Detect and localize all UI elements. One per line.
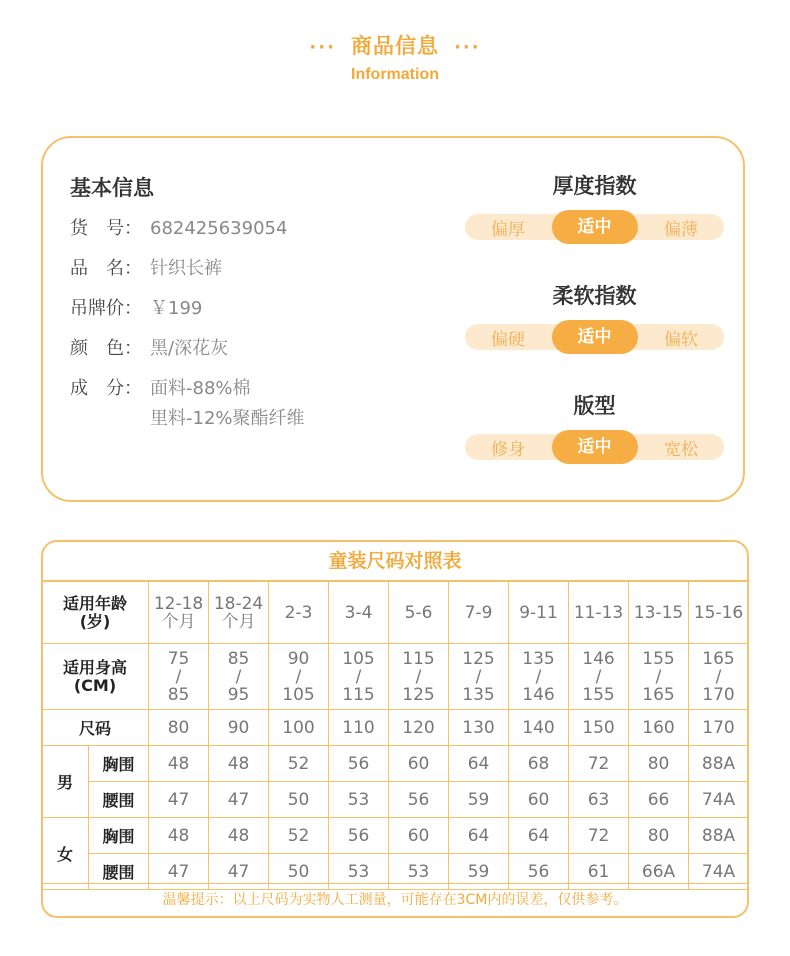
size-note: 温馨提示：以上尺码为实物人工测量，可能存在3CM内的误差，仅供参考。: [43, 883, 747, 916]
measure-label: 胸围: [89, 746, 149, 782]
cell-line: 75: [167, 648, 190, 669]
size-cell: 90: [209, 710, 269, 746]
height-row: [42, 644, 749, 710]
index-option: 适中: [552, 430, 638, 464]
height-cell: [209, 644, 269, 710]
measure-cell: 48: [209, 746, 269, 782]
measure-label: 胸围: [89, 818, 149, 854]
age-cell: [149, 582, 209, 644]
info-value-line: ￥199: [150, 298, 203, 319]
cell-line: 95: [227, 684, 250, 705]
age-cell: [209, 582, 269, 644]
height-cell: [149, 644, 209, 710]
gender-label: 女: [42, 818, 89, 890]
info-card: [41, 136, 745, 502]
measure-cell: 47: [209, 854, 269, 890]
measure-cell: 80: [629, 746, 689, 782]
size-cell: 110: [329, 710, 389, 746]
cell-line: 18-24: [213, 593, 264, 614]
info-value-line: 682425639054: [150, 218, 288, 239]
info-value: [150, 374, 305, 434]
size-cell: 100: [269, 710, 329, 746]
cell-line: 7-9: [464, 602, 493, 623]
gender-label: 男: [42, 746, 89, 818]
cell-line: 170: [702, 684, 735, 705]
height-cell: [569, 644, 629, 710]
measure-cell: 60: [389, 818, 449, 854]
index-scale: [465, 434, 724, 460]
measure-row: [42, 818, 749, 854]
cell-line: (岁): [79, 611, 111, 631]
measure-row: [42, 746, 749, 782]
height-cell: [689, 644, 749, 710]
cell-line: 155: [642, 648, 675, 669]
measure-cell: 56: [509, 854, 569, 890]
age-cell: [389, 582, 449, 644]
measure-cell: 60: [389, 746, 449, 782]
size-cell: 170: [689, 710, 749, 746]
age-cell: [269, 582, 329, 644]
measure-cell: 61: [569, 854, 629, 890]
cell-line: 个月: [221, 611, 256, 632]
cell-line: /: [175, 666, 182, 687]
age-cell: [449, 582, 509, 644]
cell-line: 125: [402, 684, 435, 705]
measure-cell: 56: [389, 782, 449, 818]
info-label: 成 分：: [70, 378, 142, 399]
info-value-line: 黑/深花灰: [150, 338, 229, 359]
measure-cell: 59: [449, 782, 509, 818]
cell-line: 90: [287, 648, 310, 669]
age-cell: [329, 582, 389, 644]
info-value-line: 里料-12%聚酯纤维: [150, 408, 305, 429]
age-cell: [629, 582, 689, 644]
index-option: 偏厚: [491, 219, 525, 240]
decor-dots-right: ···: [454, 37, 481, 58]
measure-cell: 53: [329, 782, 389, 818]
section-header: [0, 30, 790, 84]
height-cell: [449, 644, 509, 710]
cell-line: /: [655, 666, 662, 687]
cell-line: 11-13: [573, 602, 624, 623]
measure-cell: 47: [209, 782, 269, 818]
height-label: [42, 644, 149, 710]
measure-row: [42, 782, 749, 818]
cell-line: 个月: [161, 611, 196, 632]
age-cell: [689, 582, 749, 644]
measure-cell: 52: [269, 746, 329, 782]
size-table: [41, 581, 749, 890]
height-cell: [389, 644, 449, 710]
measure-label: 腰围: [89, 854, 149, 890]
height-cell: [629, 644, 689, 710]
cell-line: /: [535, 666, 542, 687]
measure-cell: 64: [509, 818, 569, 854]
measure-cell: 48: [149, 818, 209, 854]
size-cell: 140: [509, 710, 569, 746]
info-label: 颜 色：: [70, 338, 142, 359]
index-option: 适中: [552, 210, 638, 244]
cell-line: 5-6: [404, 602, 433, 623]
basic-info-title: 基本信息: [70, 176, 154, 200]
measure-cell: 66A: [629, 854, 689, 890]
info-row: [70, 334, 228, 364]
cell-line: 2-3: [284, 602, 313, 623]
measure-cell: 60: [509, 782, 569, 818]
size-chart: [41, 540, 749, 918]
size-cell: 160: [629, 710, 689, 746]
measure-cell: 88A: [689, 746, 749, 782]
cell-line: 135: [462, 684, 495, 705]
cell-line: 115: [342, 684, 375, 705]
age-label: [42, 582, 149, 644]
index-option: 修身: [491, 439, 525, 460]
measure-cell: 47: [149, 854, 209, 890]
cell-line: 165: [642, 684, 675, 705]
cell-line: /: [415, 666, 422, 687]
size-row: [42, 710, 749, 746]
measure-cell: 66: [629, 782, 689, 818]
height-cell: [509, 644, 569, 710]
measure-cell: 47: [149, 782, 209, 818]
index-title: 厚度指数: [552, 174, 637, 198]
measure-cell: 53: [389, 854, 449, 890]
index-option: 偏硬: [491, 329, 525, 350]
info-label: 品 名：: [70, 258, 142, 279]
cell-line: /: [715, 666, 722, 687]
cell-line: 85: [227, 648, 250, 669]
info-label: 吊牌价：: [70, 298, 142, 319]
height-cell: [269, 644, 329, 710]
measure-cell: 56: [329, 818, 389, 854]
cell-line: 12-18: [153, 593, 204, 614]
index-block: [465, 170, 724, 240]
section-title: 商品信息: [351, 34, 439, 58]
info-row: [70, 254, 222, 284]
measure-cell: 48: [209, 818, 269, 854]
index-block: [465, 390, 724, 460]
cell-line: 3-4: [344, 602, 373, 623]
cell-line: /: [295, 666, 302, 687]
age-cell: [569, 582, 629, 644]
index-scale: [465, 214, 724, 240]
index-block: [465, 280, 724, 350]
measure-cell: 56: [329, 746, 389, 782]
measure-cell: 72: [569, 818, 629, 854]
cell-line: 13-15: [633, 602, 684, 623]
cell-line: 135: [522, 648, 555, 669]
info-value-line: 针织长裤: [150, 258, 222, 279]
measure-cell: 52: [269, 818, 329, 854]
decor-dots-left: ···: [309, 37, 336, 58]
measure-cell: 63: [569, 782, 629, 818]
cell-line: 15-16: [693, 602, 744, 623]
measure-cell: 80: [629, 818, 689, 854]
age-row: [42, 582, 749, 644]
cell-line: (CM): [73, 675, 117, 695]
cell-line: /: [355, 666, 362, 687]
measure-cell: 50: [269, 854, 329, 890]
size-label: 尺码: [42, 710, 149, 746]
index-title: 版型: [573, 394, 616, 418]
measure-cell: 53: [329, 854, 389, 890]
cell-line: 165: [702, 648, 735, 669]
measure-cell: 59: [449, 854, 509, 890]
info-value: [150, 334, 228, 364]
measure-label: 腰围: [89, 782, 149, 818]
measure-cell: 74A: [689, 782, 749, 818]
info-row: [70, 374, 305, 434]
cell-line: 155: [582, 684, 615, 705]
info-value: [150, 254, 222, 284]
measure-cell: 72: [569, 746, 629, 782]
info-value: [150, 294, 202, 324]
cell-line: 105: [342, 648, 375, 669]
index-option: 偏软: [664, 329, 698, 350]
index-option: 宽松: [664, 439, 698, 460]
cell-line: 9-11: [519, 602, 558, 623]
size-cell: 130: [449, 710, 509, 746]
cell-line: /: [475, 666, 482, 687]
cell-line: 适用年龄: [63, 593, 128, 613]
index-option: 偏薄: [664, 219, 698, 240]
info-value-line: 面料-88%棉: [150, 378, 251, 399]
measure-cell: 88A: [689, 818, 749, 854]
cell-line: 115: [402, 648, 435, 669]
size-cell: 120: [389, 710, 449, 746]
cell-line: 146: [582, 648, 615, 669]
measure-cell: 64: [449, 818, 509, 854]
cell-line: 85: [167, 684, 190, 705]
info-row: [70, 214, 287, 244]
index-title: 柔软指数: [552, 284, 637, 308]
cell-line: 125: [462, 648, 495, 669]
cell-line: 105: [282, 684, 315, 705]
index-scale: [465, 324, 724, 350]
info-row: [70, 294, 202, 324]
size-chart-title: 童装尺码对照表: [43, 542, 747, 581]
section-subtitle: Information: [351, 66, 439, 83]
size-cell: 80: [149, 710, 209, 746]
index-option: 适中: [552, 320, 638, 354]
size-cell: 150: [569, 710, 629, 746]
info-label: 货 号：: [70, 218, 142, 239]
measure-cell: 64: [449, 746, 509, 782]
measure-cell: 74A: [689, 854, 749, 890]
cell-line: 146: [522, 684, 555, 705]
age-cell: [509, 582, 569, 644]
measure-cell: 48: [149, 746, 209, 782]
measure-cell: 50: [269, 782, 329, 818]
info-value: [150, 214, 287, 244]
cell-line: /: [595, 666, 602, 687]
height-cell: [329, 644, 389, 710]
cell-line: /: [235, 666, 242, 687]
measure-cell: 68: [509, 746, 569, 782]
cell-line: 适用身高: [63, 657, 128, 677]
